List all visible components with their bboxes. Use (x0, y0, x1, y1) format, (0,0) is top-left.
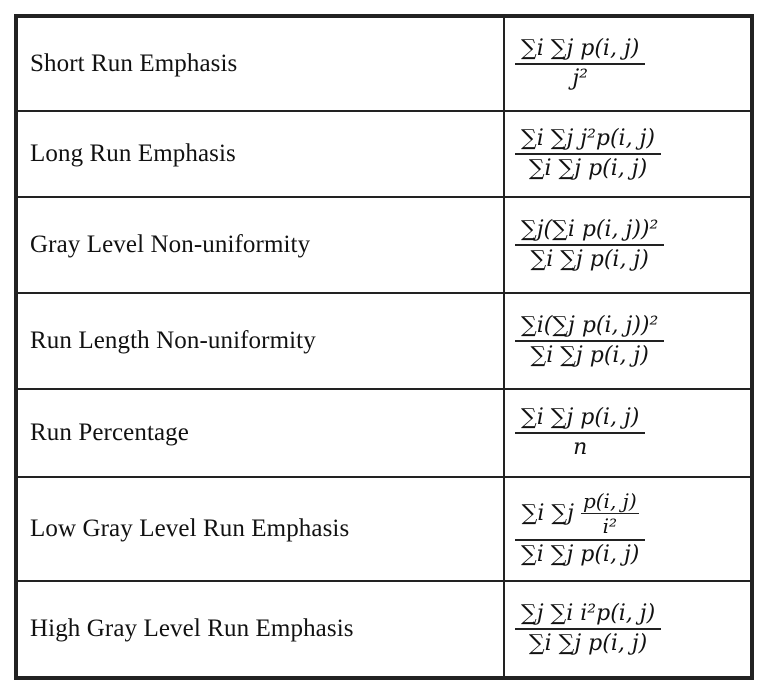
table-row (17, 197, 751, 293)
formula-fraction (515, 406, 645, 460)
nested-numerator: p(i, j) (582, 489, 637, 514)
formula-numerator-prefix: ∑i ∑j (521, 500, 574, 526)
formula-fraction (515, 490, 645, 567)
formula-denominator: ∑i ∑j p(i, j) (530, 247, 649, 272)
nested-denominator: i² (602, 514, 618, 539)
table-row (17, 293, 751, 389)
table-row (17, 477, 751, 581)
fraction-bar (515, 153, 661, 155)
formula-cell (504, 389, 751, 477)
formula-fraction (515, 314, 664, 368)
table-row (17, 17, 751, 111)
formula-cell (504, 17, 751, 111)
formula-cell (504, 477, 751, 581)
features-table (16, 16, 752, 678)
formula-denominator: ∑i ∑j p(i, j) (521, 542, 640, 568)
fraction-bar (515, 244, 664, 246)
formula-cell (504, 581, 751, 677)
formula-denominator: j² (572, 66, 588, 91)
feature-name-cell: Low Gray Level Run Emphasis (17, 477, 504, 581)
formula-numerator: ∑j ∑i i²p(i, j) (521, 600, 656, 626)
nested-fraction (581, 490, 639, 537)
formula-denominator: n (573, 435, 588, 460)
formula-fraction (515, 218, 664, 272)
formula-numerator: ∑i ∑j j²p(i, j) (521, 125, 655, 151)
formula-cell (504, 293, 751, 389)
formula-fraction (515, 602, 661, 656)
formula-numerator: ∑i(∑j p(i, j))² (521, 312, 659, 338)
fraction-bar (515, 432, 645, 434)
feature-name-cell: Short Run Emphasis (17, 17, 504, 111)
fraction-bar (515, 63, 645, 65)
feature-name-cell: Gray Level Non-uniformity (17, 197, 504, 293)
features-table-container (14, 14, 754, 680)
feature-name-cell: High Gray Level Run Emphasis (17, 581, 504, 677)
formula-numerator: ∑i ∑j p(i, j) (521, 35, 640, 61)
formula-denominator: ∑i ∑j p(i, j) (528, 156, 648, 181)
table-row (17, 111, 751, 197)
fraction-bar (515, 628, 661, 630)
table-row (17, 389, 751, 477)
formula-numerator (516, 490, 645, 537)
feature-name-cell: Run Length Non-uniformity (17, 293, 504, 389)
formula-numerator: ∑j(∑i p(i, j))² (521, 216, 659, 242)
table-row (17, 581, 751, 677)
feature-name-cell: Run Percentage (17, 389, 504, 477)
fraction-bar (515, 340, 664, 342)
formula-cell (504, 111, 751, 197)
formula-numerator: ∑i ∑j p(i, j) (521, 404, 640, 430)
feature-name-cell: Long Run Emphasis (17, 111, 504, 197)
fraction-bar (515, 539, 645, 541)
formula-cell (504, 197, 751, 293)
formula-fraction (515, 37, 645, 91)
formula-fraction (515, 127, 661, 181)
formula-denominator: ∑i ∑j p(i, j) (528, 631, 648, 656)
formula-denominator: ∑i ∑j p(i, j) (530, 343, 649, 368)
